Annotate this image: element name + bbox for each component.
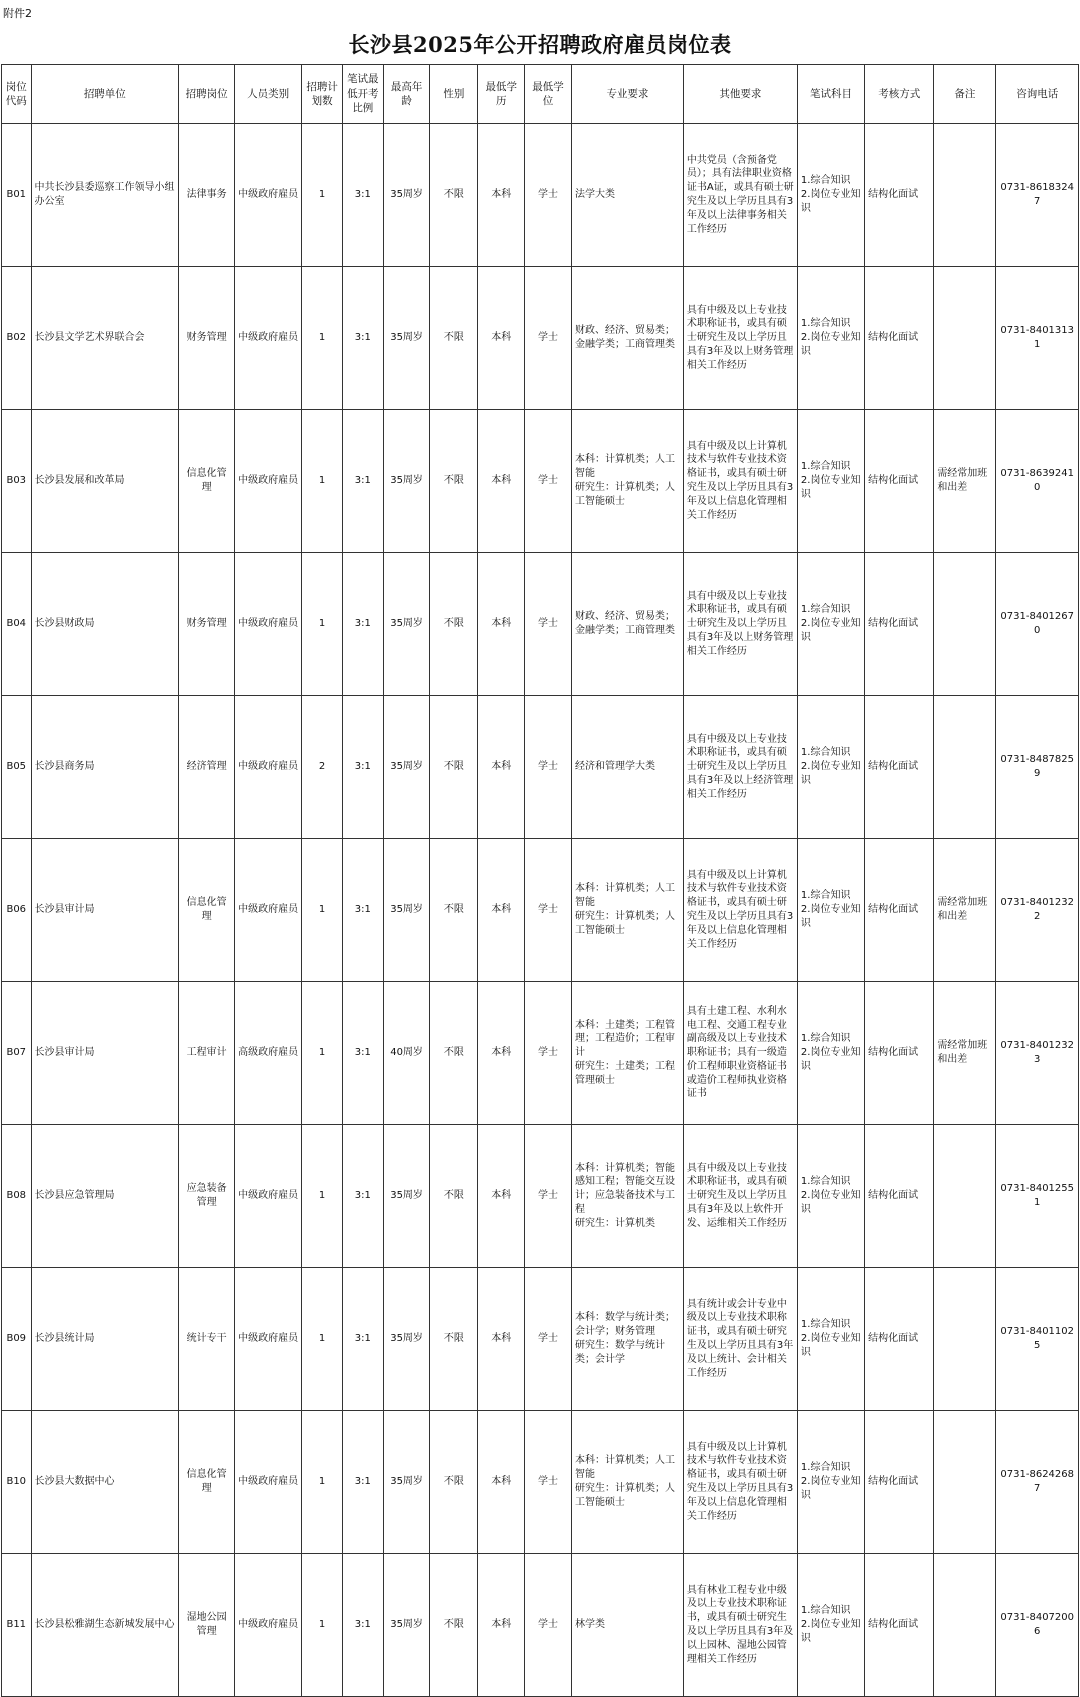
cell-exam-subjects: 1.综合知识 2.岗位专业知识	[797, 1554, 864, 1697]
cell-max-age: 35周岁	[383, 410, 430, 553]
table-row	[2, 1411, 1079, 1554]
col-header: 招聘单位	[31, 65, 179, 124]
cell-contact-phone: 0731-86242687	[996, 1411, 1079, 1554]
cell-major-requirement: 财政、经济、贸易类；金融学类；工商管理类	[571, 553, 683, 696]
cell-gender: 不限	[430, 696, 478, 839]
cell-post-name: 法律事务	[179, 124, 235, 267]
cell-planned-count: 1	[302, 553, 343, 696]
cell-assessment-method: 结构化面试	[865, 410, 934, 553]
cell-planned-count: 1	[302, 1411, 343, 1554]
cell-recruiting-unit: 长沙县审计局	[31, 839, 179, 982]
cell-staff-category: 中级政府雇员	[235, 267, 302, 410]
cell-post-name: 信息化管理	[179, 1411, 235, 1554]
cell-exam-ratio: 3:1	[342, 410, 383, 553]
cell-min-degree: 学士	[525, 124, 572, 267]
cell-remarks	[934, 553, 996, 696]
cell-major-requirement: 本科：计算机类；人工智能 研究生：计算机类；人工智能硕士	[571, 410, 683, 553]
cell-staff-category: 高级政府雇员	[235, 982, 302, 1125]
cell-assessment-method: 结构化面试	[865, 267, 934, 410]
cell-staff-category: 中级政府雇员	[235, 1268, 302, 1411]
cell-recruiting-unit: 长沙县松雅湖生态新城发展中心	[31, 1554, 179, 1697]
cell-major-requirement: 本科：土建类；工程管理；工程造价；工程审计 研究生：土建类；工程管理硕士	[571, 982, 683, 1125]
cell-max-age: 35周岁	[383, 839, 430, 982]
cell-post-name: 经济管理	[179, 696, 235, 839]
cell-exam-ratio: 3:1	[342, 1411, 383, 1554]
cell-assessment-method: 结构化面试	[865, 1125, 934, 1268]
cell-other-requirement: 具有统计或会计专业中级及以上专业技术职称证书，或具有硕士研究生及以上学历且具有3年及以上统计、会计相关工作经历	[683, 1268, 797, 1411]
cell-other-requirement: 具有中级及以上计算机技术与软件专业技术资格证书，或具有硕士研究生及以上学历且具有3年及以上信息化管理相关工作经历	[683, 839, 797, 982]
cell-post-name: 统计专干	[179, 1268, 235, 1411]
cell-gender: 不限	[430, 267, 478, 410]
cell-min-degree: 学士	[525, 267, 572, 410]
cell-contact-phone: 0731-84012551	[996, 1125, 1079, 1268]
cell-min-degree: 学士	[525, 553, 572, 696]
cell-exam-ratio: 3:1	[342, 124, 383, 267]
cell-gender: 不限	[430, 1554, 478, 1697]
cell-remarks	[934, 1125, 996, 1268]
table-row	[2, 410, 1079, 553]
cell-post-name: 财务管理	[179, 553, 235, 696]
col-header: 最高年龄	[383, 65, 430, 124]
cell-contact-phone: 0731-84012322	[996, 839, 1079, 982]
col-header: 最低学历	[478, 65, 525, 124]
cell-major-requirement: 经济和管理学大类	[571, 696, 683, 839]
cell-max-age: 35周岁	[383, 1554, 430, 1697]
cell-min-education: 本科	[478, 267, 525, 410]
attachment-label: 附件2	[3, 7, 32, 20]
positions-table	[1, 64, 1079, 1697]
cell-min-education: 本科	[478, 1125, 525, 1268]
cell-exam-subjects: 1.综合知识 2.岗位专业知识	[797, 553, 864, 696]
cell-max-age: 35周岁	[383, 124, 430, 267]
cell-gender: 不限	[430, 982, 478, 1125]
cell-planned-count: 2	[302, 696, 343, 839]
cell-other-requirement: 具有中级及以上专业技术职称证书，或具有硕士研究生及以上学历且具有3年及以上财务管理相关工作经历	[683, 553, 797, 696]
table-row	[2, 696, 1079, 839]
table-row	[2, 982, 1079, 1125]
cell-position-code: B10	[2, 1411, 32, 1554]
cell-contact-phone: 0731-84013131	[996, 267, 1079, 410]
col-header: 考核方式	[865, 65, 934, 124]
cell-exam-ratio: 3:1	[342, 1268, 383, 1411]
cell-contact-phone: 0731-84012670	[996, 553, 1079, 696]
cell-position-code: B08	[2, 1125, 32, 1268]
cell-recruiting-unit: 长沙县文学艺术界联合会	[31, 267, 179, 410]
cell-other-requirement: 具有中级及以上计算机技术与软件专业技术资格证书，或具有硕士研究生及以上学历且具有3年及以上信息化管理相关工作经历	[683, 1411, 797, 1554]
cell-contact-phone: 0731-84878259	[996, 696, 1079, 839]
cell-planned-count: 1	[302, 1125, 343, 1268]
table-row	[2, 1268, 1079, 1411]
header-row	[2, 65, 1079, 124]
cell-contact-phone: 0731-84012323	[996, 982, 1079, 1125]
cell-post-name: 财务管理	[179, 267, 235, 410]
cell-gender: 不限	[430, 1125, 478, 1268]
cell-recruiting-unit: 长沙县大数据中心	[31, 1411, 179, 1554]
cell-recruiting-unit: 长沙县发展和改革局	[31, 410, 179, 553]
table-body	[2, 124, 1079, 1697]
cell-recruiting-unit: 长沙县统计局	[31, 1268, 179, 1411]
col-header: 最低学位	[525, 65, 572, 124]
cell-min-education: 本科	[478, 553, 525, 696]
table-row	[2, 124, 1079, 267]
cell-min-degree: 学士	[525, 1268, 572, 1411]
col-header: 咨询电话	[996, 65, 1079, 124]
cell-recruiting-unit: 长沙县审计局	[31, 982, 179, 1125]
cell-staff-category: 中级政府雇员	[235, 1125, 302, 1268]
cell-position-code: B02	[2, 267, 32, 410]
cell-min-education: 本科	[478, 1268, 525, 1411]
cell-min-education: 本科	[478, 124, 525, 267]
cell-exam-subjects: 1.综合知识 2.岗位专业知识	[797, 267, 864, 410]
cell-recruiting-unit: 中共长沙县委巡察工作领导小组办公室	[31, 124, 179, 267]
cell-max-age: 35周岁	[383, 696, 430, 839]
cell-min-education: 本科	[478, 1554, 525, 1697]
cell-min-degree: 学士	[525, 1411, 572, 1554]
cell-remarks	[934, 1411, 996, 1554]
cell-contact-phone: 0731-84011025	[996, 1268, 1079, 1411]
cell-min-degree: 学士	[525, 410, 572, 553]
cell-planned-count: 1	[302, 267, 343, 410]
cell-assessment-method: 结构化面试	[865, 124, 934, 267]
cell-major-requirement: 本科：计算机类；人工智能 研究生：计算机类；人工智能硕士	[571, 839, 683, 982]
cell-contact-phone: 0731-86392410	[996, 410, 1079, 553]
cell-assessment-method: 结构化面试	[865, 839, 934, 982]
cell-major-requirement: 本科：计算机类；人工智能 研究生：计算机类；人工智能硕士	[571, 1411, 683, 1554]
cell-planned-count: 1	[302, 982, 343, 1125]
cell-exam-subjects: 1.综合知识 2.岗位专业知识	[797, 124, 864, 267]
cell-remarks: 需经常加班和出差	[934, 839, 996, 982]
cell-major-requirement: 林学类	[571, 1554, 683, 1697]
cell-staff-category: 中级政府雇员	[235, 696, 302, 839]
cell-min-education: 本科	[478, 982, 525, 1125]
cell-min-degree: 学士	[525, 839, 572, 982]
cell-major-requirement: 财政、经济、贸易类；金融学类；工商管理类	[571, 267, 683, 410]
cell-min-education: 本科	[478, 839, 525, 982]
cell-recruiting-unit: 长沙县财政局	[31, 553, 179, 696]
cell-exam-subjects: 1.综合知识 2.岗位专业知识	[797, 1125, 864, 1268]
cell-other-requirement: 具有中级及以上计算机技术与软件专业技术资格证书，或具有硕士研究生及以上学历且具有3年及以上信息化管理相关工作经历	[683, 410, 797, 553]
cell-exam-subjects: 1.综合知识 2.岗位专业知识	[797, 839, 864, 982]
cell-exam-subjects: 1.综合知识 2.岗位专业知识	[797, 410, 864, 553]
cell-remarks	[934, 124, 996, 267]
cell-exam-subjects: 1.综合知识 2.岗位专业知识	[797, 1411, 864, 1554]
cell-position-code: B04	[2, 553, 32, 696]
cell-position-code: B06	[2, 839, 32, 982]
cell-post-name: 工程审计	[179, 982, 235, 1125]
table-row	[2, 1125, 1079, 1268]
cell-remarks	[934, 696, 996, 839]
cell-position-code: B03	[2, 410, 32, 553]
cell-assessment-method: 结构化面试	[865, 1268, 934, 1411]
cell-post-name: 湿地公园管理	[179, 1554, 235, 1697]
cell-exam-ratio: 3:1	[342, 267, 383, 410]
page-title: 长沙县2025年公开招聘政府雇员岗位表	[348, 32, 732, 57]
cell-staff-category: 中级政府雇员	[235, 1411, 302, 1554]
cell-gender: 不限	[430, 839, 478, 982]
cell-gender: 不限	[430, 410, 478, 553]
cell-staff-category: 中级政府雇员	[235, 553, 302, 696]
cell-assessment-method: 结构化面试	[865, 982, 934, 1125]
cell-other-requirement: 具有中级及以上专业技术职称证书，或具有硕士研究生及以上学历且具有3年及以上财务管理相关工作经历	[683, 267, 797, 410]
table-row	[2, 267, 1079, 410]
table-row	[2, 1554, 1079, 1697]
cell-assessment-method: 结构化面试	[865, 696, 934, 839]
cell-position-code: B07	[2, 982, 32, 1125]
cell-contact-phone: 0731-84072006	[996, 1554, 1079, 1697]
cell-staff-category: 中级政府雇员	[235, 839, 302, 982]
cell-position-code: B11	[2, 1554, 32, 1697]
cell-max-age: 35周岁	[383, 1411, 430, 1554]
cell-post-name: 信息化管理	[179, 410, 235, 553]
cell-position-code: B01	[2, 124, 32, 267]
col-header: 其他要求	[683, 65, 797, 124]
cell-staff-category: 中级政府雇员	[235, 1554, 302, 1697]
cell-gender: 不限	[430, 1411, 478, 1554]
cell-remarks	[934, 1554, 996, 1697]
col-header: 备注	[934, 65, 996, 124]
cell-min-education: 本科	[478, 696, 525, 839]
col-header: 笔试最低开考比例	[342, 65, 383, 124]
cell-min-education: 本科	[478, 1411, 525, 1554]
cell-max-age: 35周岁	[383, 1268, 430, 1411]
cell-contact-phone: 0731-86183247	[996, 124, 1079, 267]
col-header: 岗位代码	[2, 65, 32, 124]
cell-exam-ratio: 3:1	[342, 1554, 383, 1697]
col-header: 人员类别	[235, 65, 302, 124]
cell-other-requirement: 具有中级及以上专业技术职称证书，或具有硕士研究生及以上学历且具有3年及以上经济管理相关工作经历	[683, 696, 797, 839]
cell-min-degree: 学士	[525, 982, 572, 1125]
cell-max-age: 35周岁	[383, 267, 430, 410]
cell-max-age: 40周岁	[383, 982, 430, 1125]
cell-other-requirement: 中共党员（含预备党员）；具有法律职业资格证书A证，或具有硕士研究生及以上学历且具有3年及以上法律事务相关工作经历	[683, 124, 797, 267]
cell-major-requirement: 本科：计算机类；智能感知工程；智能交互设计；应急装备技术与工程 研究生：计算机类	[571, 1125, 683, 1268]
cell-planned-count: 1	[302, 124, 343, 267]
cell-exam-ratio: 3:1	[342, 1125, 383, 1268]
cell-max-age: 35周岁	[383, 1125, 430, 1268]
cell-remarks	[934, 267, 996, 410]
cell-assessment-method: 结构化面试	[865, 1554, 934, 1697]
table-row	[2, 839, 1079, 982]
cell-planned-count: 1	[302, 1268, 343, 1411]
cell-exam-subjects: 1.综合知识 2.岗位专业知识	[797, 982, 864, 1125]
cell-major-requirement: 法学大类	[571, 124, 683, 267]
cell-position-code: B05	[2, 696, 32, 839]
cell-other-requirement: 具有土建工程、水利水电工程、交通工程专业副高级及以上专业技术职称证书；具有一级造价工程师职业资格证书或造价工程师执业资格证书	[683, 982, 797, 1125]
cell-exam-ratio: 3:1	[342, 696, 383, 839]
cell-other-requirement: 具有中级及以上专业技术职称证书，或具有硕士研究生及以上学历且具有3年及以上软件开发、运维相关工作经历	[683, 1125, 797, 1268]
cell-gender: 不限	[430, 1268, 478, 1411]
cell-min-degree: 学士	[525, 1125, 572, 1268]
cell-staff-category: 中级政府雇员	[235, 410, 302, 553]
col-header: 笔试科目	[797, 65, 864, 124]
cell-gender: 不限	[430, 553, 478, 696]
cell-other-requirement: 具有林业工程专业中级及以上专业技术职称证书，或具有硕士研究生及以上学历且具有3年及以上园林、湿地公园管理相关工作经历	[683, 1554, 797, 1697]
cell-post-name: 信息化管理	[179, 839, 235, 982]
cell-min-education: 本科	[478, 410, 525, 553]
cell-exam-subjects: 1.综合知识 2.岗位专业知识	[797, 696, 864, 839]
cell-exam-ratio: 3:1	[342, 982, 383, 1125]
col-header: 专业要求	[571, 65, 683, 124]
cell-planned-count: 1	[302, 1554, 343, 1697]
col-header: 招聘计划数	[302, 65, 343, 124]
cell-remarks: 需经常加班和出差	[934, 982, 996, 1125]
cell-planned-count: 1	[302, 410, 343, 553]
cell-min-degree: 学士	[525, 696, 572, 839]
cell-assessment-method: 结构化面试	[865, 1411, 934, 1554]
cell-post-name: 应急装备管理	[179, 1125, 235, 1268]
cell-recruiting-unit: 长沙县应急管理局	[31, 1125, 179, 1268]
cell-recruiting-unit: 长沙县商务局	[31, 696, 179, 839]
cell-position-code: B09	[2, 1268, 32, 1411]
cell-assessment-method: 结构化面试	[865, 553, 934, 696]
cell-exam-ratio: 3:1	[342, 839, 383, 982]
cell-major-requirement: 本科：数学与统计类；会计学；财务管理 研究生：数学与统计类；会计学	[571, 1268, 683, 1411]
col-header: 招聘岗位	[179, 65, 235, 124]
table-row	[2, 553, 1079, 696]
cell-exam-subjects: 1.综合知识 2.岗位专业知识	[797, 1268, 864, 1411]
cell-staff-category: 中级政府雇员	[235, 124, 302, 267]
cell-min-degree: 学士	[525, 1554, 572, 1697]
cell-remarks: 需经常加班和出差	[934, 410, 996, 553]
cell-planned-count: 1	[302, 839, 343, 982]
cell-gender: 不限	[430, 124, 478, 267]
cell-exam-ratio: 3:1	[342, 553, 383, 696]
col-header: 性别	[430, 65, 478, 124]
cell-remarks	[934, 1268, 996, 1411]
cell-max-age: 35周岁	[383, 553, 430, 696]
